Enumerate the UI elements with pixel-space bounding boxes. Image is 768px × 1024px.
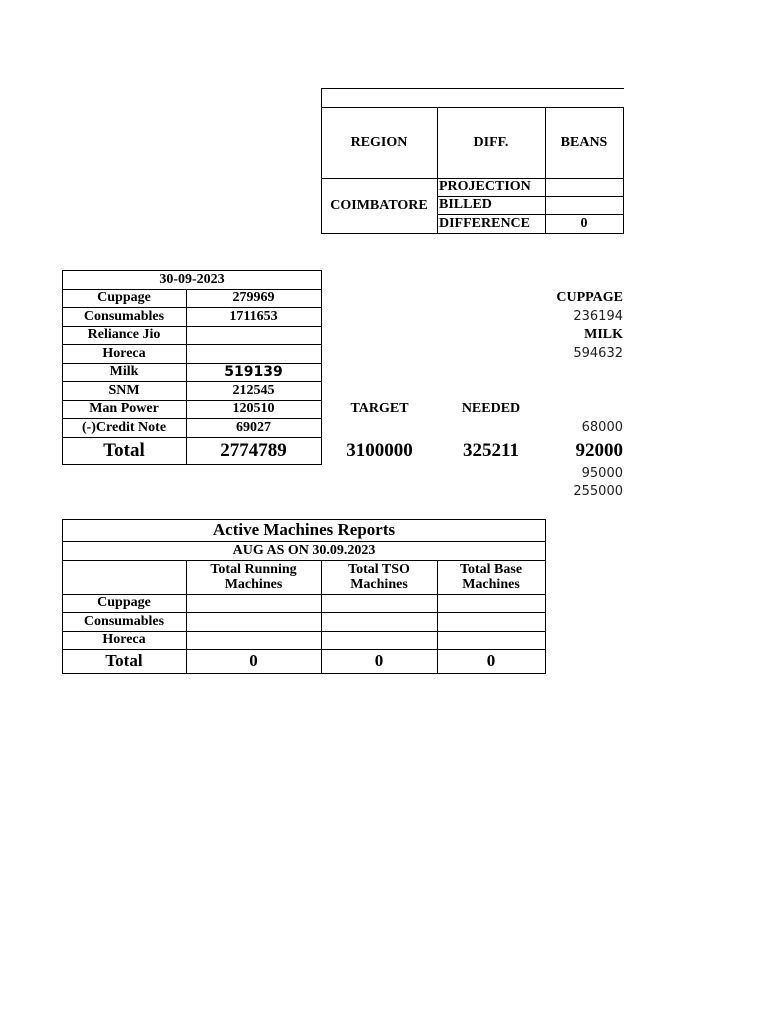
summary-value-man-power: 120510 [232,401,275,416]
machines-title: Active Machines Reports [212,520,396,539]
summary-total-value: 2774789 [220,439,287,461]
summary-value-cuppage: 279969 [232,290,275,305]
machines-total-base: 0 [486,651,496,670]
summary-value-credit-note: 69027 [236,419,271,435]
target-value: 3100000 [346,439,413,461]
side-value-68000: 68000 [581,420,623,435]
summary-total-label: Total [103,439,145,461]
side-cuppage-label: CUPPAGE [556,290,623,305]
machines-row-cuppage: Cuppage [97,595,151,610]
target-label: TARGET [350,401,409,416]
side-value-92000: 92000 [575,439,623,461]
machines-total-running: 0 [249,651,258,670]
column-total-running: Total Running Machines [210,562,297,592]
billed-beans [545,196,623,214]
summary-value-milk: 519139 [224,364,283,380]
side-value-95000: 95000 [581,465,623,481]
column-total-base: Total Base Machines [459,562,523,592]
summary-label-man-power: Man Power [89,401,159,416]
machines-subtitle: AUG AS ON 30.09.2023 [232,542,376,558]
summary-label-credit-note: (-)Credit Note [81,419,167,435]
region-header: REGION [350,134,408,150]
summary-value-snm: 212545 [232,382,275,398]
machines-row-consumables: Consumables [83,613,165,629]
summary-label-reliance-jio: Reliance Jio [87,327,161,342]
side-cuppage-value: 236194 [573,309,623,324]
side-milk-label: MILK [584,327,623,342]
summary-label-milk: Milk [109,364,139,379]
projection-label: PROJECTION [439,179,531,194]
difference-beans: 0 [580,215,588,231]
summary-date: 30-09-2023 [159,271,225,287]
machines-row-horeca: Horeca [102,632,146,647]
diff-header: DIFF. [473,134,509,150]
summary-label-snm: SNM [108,382,140,398]
machines-total-tso: 0 [374,651,384,670]
machines-total-label: Total [105,651,143,670]
summary-value-horeca [186,344,321,363]
difference-label: DIFFERENCE [439,215,531,231]
needed-label: NEEDED [461,401,521,416]
projection-beans [545,178,623,196]
column-total-tso: Total TSO Machines [348,562,410,592]
side-value-255000: 255000 [573,483,623,499]
summary-label-consumables: Consumables [83,308,165,324]
side-milk-value: 594632 [573,346,623,361]
summary-value-consumables: 1711653 [229,308,278,324]
summary-value-reliance-jio [186,326,321,344]
billed-label: BILLED [439,197,492,212]
needed-value: 325211 [463,439,519,461]
region-name: COIMBATORE [330,197,428,213]
summary-label-cuppage: Cuppage [97,290,151,305]
beans-header: BEANS [560,134,608,150]
summary-label-horeca: Horeca [102,345,146,361]
